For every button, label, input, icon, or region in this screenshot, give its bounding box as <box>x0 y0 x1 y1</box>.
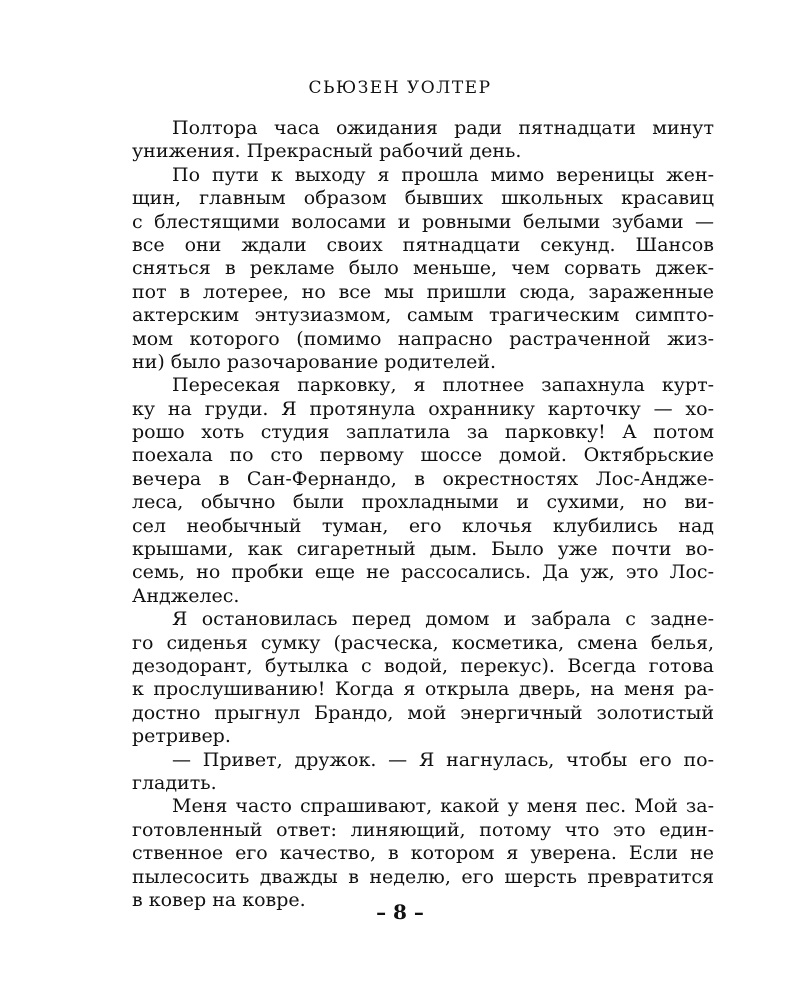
text-line: По пути к выходу я прошла мимо вереницы жен- <box>172 163 714 186</box>
text-line: достно прыгнул Брандо, мой энергичный золотистый <box>132 701 714 724</box>
body-text <box>132 117 714 912</box>
text-line: го сиденья сумку (расческа, косметика, смена белья, <box>132 631 714 654</box>
running-head: СЬЮЗЕН УОЛТЕР <box>308 78 492 98</box>
text-line: — Привет, дружок. — Я нагнулась, чтобы его по- <box>172 748 714 771</box>
text-line: ретривер. <box>132 725 231 748</box>
text-line: все они ждали своих пятнадцати секунд. Шансов <box>132 233 714 256</box>
text-line: к прослушиванию! Когда я открыла дверь, на меня ра- <box>132 678 714 701</box>
text-line: крышами, как сигаретный дым. Было уже почти во- <box>132 538 714 561</box>
text-line: с блестящими волосами и ровными белыми зубами — <box>132 210 714 233</box>
text-line: актерским энтузиазмом, самым трагическим симпто- <box>132 304 714 327</box>
text-line: дезодорант, бутылка с водой, перекус). Всегда готова <box>132 654 714 677</box>
text-line: Пересекая парковку, я плотнее запахнула курт- <box>172 374 714 397</box>
text-line: рошо хоть студия заплатила за парковку! А потом <box>132 421 714 444</box>
text-line: вечера в Сан-Фернандо, в окрестностях Лос-Андже- <box>132 467 714 490</box>
text-line: мом которого (помимо напрасно растраченной жиз- <box>132 327 714 350</box>
text-line: Анджелес. <box>132 584 240 607</box>
page-number: – 8 – <box>376 900 424 924</box>
text-line: в ковер на ковре. <box>132 888 306 911</box>
text-line: Полтора часа ожидания ради пятнадцати минут <box>172 117 714 139</box>
text-line: семь, но пробки еще не рассосались. Да уж, это Лос- <box>132 561 714 584</box>
text-line: сел необычный туман, его клочья клубились над <box>132 514 714 537</box>
text-line: поехала по сто первому шоссе домой. Октябрьские <box>132 444 714 467</box>
text-line: ни) было разочарование родителей. <box>132 350 497 373</box>
text-line: Я остановилась перед домом и забрала с задне- <box>172 608 714 631</box>
text-line: щин, главным образом бывших школьных красавиц <box>132 187 714 210</box>
text-line: гладить. <box>132 771 217 794</box>
text-line: сняться в рекламе было меньше, чем сорвать джек- <box>132 257 714 280</box>
text-line: пот в лотерее, но все мы пришли сюда, зараженные <box>132 280 714 303</box>
text-line: ку на груди. Я протянула охраннику карточку — хо- <box>132 397 714 420</box>
text-line: пылесосить дважды в неделю, его шерсть превратится <box>132 865 714 888</box>
text-line: унижения. Прекрасный рабочий день. <box>132 140 522 163</box>
text-line: ственное его качество, в котором я уверена. Если не <box>132 842 714 865</box>
text-line: леса, обычно были прохладными и сухими, но ви- <box>132 491 714 514</box>
text-line: Меня часто спрашивают, какой у меня пес. Мой за- <box>172 795 714 818</box>
text-line: готовленный ответ: линяющий, потому что это един- <box>132 818 714 841</box>
